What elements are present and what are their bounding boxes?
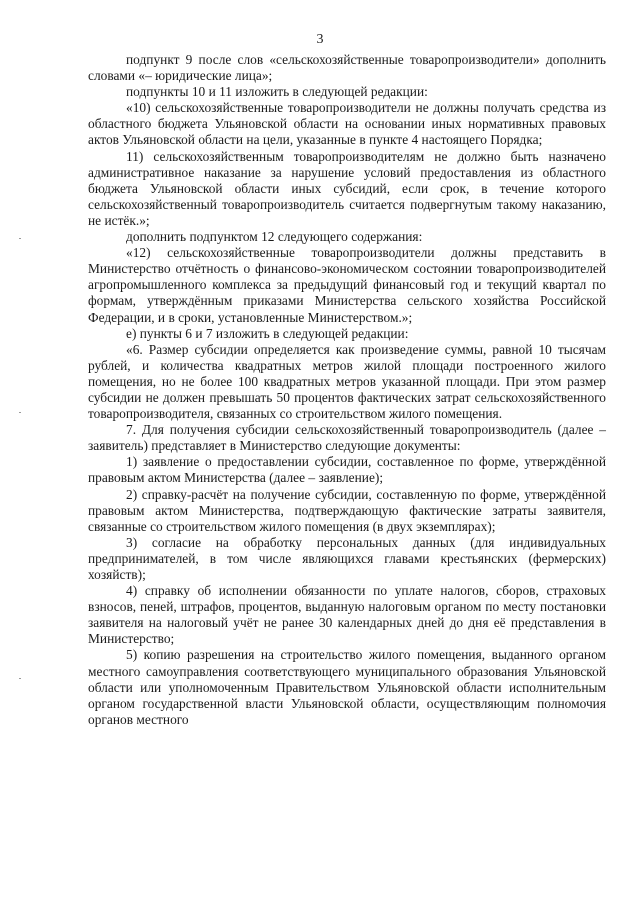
scan-mark	[19, 412, 21, 413]
paragraph-point-6: «6. Размер субсидии определяется как произведение суммы, равной 10 тысячам рублей, и количества квадратных метров жилой площади построенного жилого помещения, но не более 100 квадратных метров указанной площади. При этом размер субсидии не должен превышать 50 процентов фактических затрат сельскохозяйственного товаропроизводителя, связанных со строительством жилого помещения.	[88, 341, 606, 422]
page-number: 3	[316, 32, 324, 47]
paragraph-subpoint-11: 11) сельскохозяйственным товаропроизводителям не должно быть назначено административное наказание за нарушение условий предоставления из областного бюджета Ульяновской области иных субсидий, если срок, в течение которого сельскохозяйственный товаропроизводитель считается подвергнутым такому наказанию, не истёк.»;	[88, 148, 606, 228]
paragraph-subpoints-10-11-intro: подпункты 10 и 11 изложить в следующей редакции:	[126, 84, 428, 100]
paragraph-item-4: 4) справку об исполнении обязанности по уплате налогов, сборов, страховых взносов, пеней, штрафов, процентов, выданную налоговым органом по месту постановки заявителя на налоговый учёт не ранее 30 календарных дней до дня её представления в Министерство;	[88, 583, 606, 647]
paragraph-point-7: 7. Для получения субсидии сельскохозяйственный товаропроизводитель (далее – заявитель) представляет в Министерство следующие документы:	[88, 422, 606, 454]
paragraph-subpoint-9: подпункт 9 после слов «сельскохозяйственные товаропроизводители» дополнить словами «– юридические лица»;	[88, 52, 606, 84]
paragraph-subpoint-12-intro: дополнить подпунктом 12 следующего содержания:	[126, 229, 423, 245]
paragraph-item-5: 5) копию разрешения на строительство жилого помещения, выданного органом местного самоуправления соответствующего муниципального образования Ульяновской области или уполномоченным Правительством Ульяновской области исполнительным органом государственной власти Ульяновской области, осуществляющим полномочия органов местного	[88, 647, 606, 727]
paragraph-subpoint-12: «12) сельскохозяйственные товаропроизводители должны представить в Министерство отчётность о финансово-экономическом состоянии товаропроизводителей агропромышленного комплекса за предыдущий финансовый год и текущий квартал по формам, утверждённым приказами Министерства сельского хозяйства Российской Федерации, и в сроки, установленные Министерством.»;	[88, 245, 606, 325]
paragraph-item-3: 3) согласие на обработку персональных данных (для индивидуальных предпринимателей, в том числе являющихся главами крестьянских (фермерских) хозяйств);	[88, 534, 606, 582]
document-body	[88, 52, 606, 728]
paragraph-item-1: 1) заявление о предоставлении субсидии, составленное по форме, утверждённой правовым актом Министерства (далее – заявление);	[88, 454, 606, 486]
scan-mark	[19, 678, 21, 679]
paragraph-item-2: 2) справку-расчёт на получение субсидии, составленную по форме, утверждённой правовым актом Министерства, подтверждающую фактические затраты заявителя, связанные со строительством жилого помещения (в двух экземплярах);	[88, 486, 606, 534]
paragraph-points-6-7-intro: е) пункты 6 и 7 изложить в следующей редакции:	[126, 325, 409, 341]
paragraph-subpoint-10: «10) сельскохозяйственные товаропроизводители не должны получать средства из областного бюджета Ульяновской области на основании иных нормативных правовых актов Ульяновской области на цели, указанные в пункте 4 настоящего Порядка;	[88, 100, 606, 148]
scan-mark	[19, 238, 21, 239]
